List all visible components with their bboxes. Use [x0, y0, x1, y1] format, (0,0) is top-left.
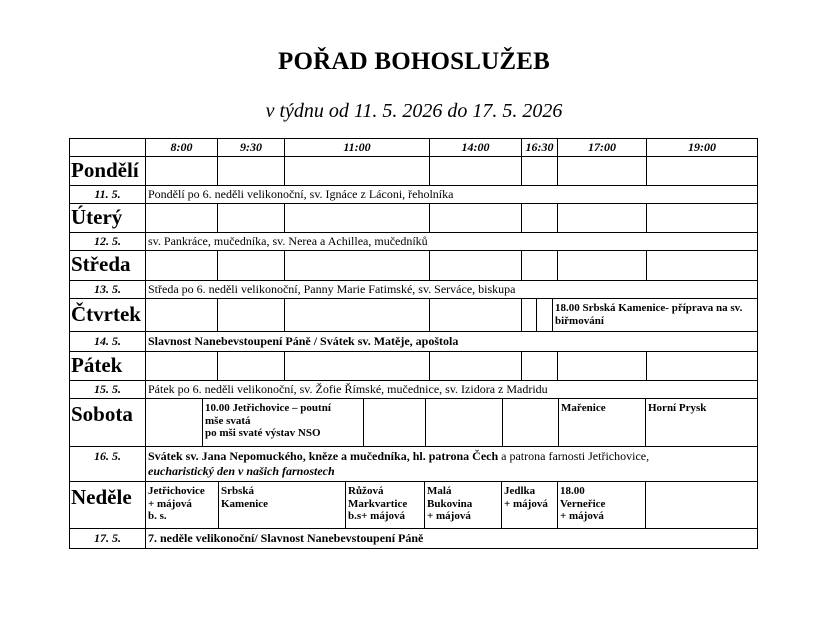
slot: [425, 398, 503, 447]
slot: [145, 156, 218, 186]
slot: [521, 156, 558, 186]
slot: [284, 351, 430, 381]
slot: [363, 398, 426, 447]
date-monday: 11. 5.: [69, 185, 146, 204]
event-sunday-vernerice: 18.00 Verneřice + májová: [557, 481, 646, 529]
time-header-0800: 8:00: [145, 138, 218, 157]
slot: [646, 250, 758, 281]
slot: [429, 298, 522, 332]
slot: [217, 298, 285, 332]
slot: [217, 250, 285, 281]
event-saturday-horni-prysk: Horní Prysk: [645, 398, 758, 447]
desc-sunday: [145, 528, 758, 549]
desc-saturday-line2: eucharistický den v našich farnostech: [148, 464, 335, 478]
slot: [217, 156, 285, 186]
page-subtitle: v týdnu od 11. 5. 2026 do 17. 5. 2026: [265, 100, 563, 122]
slot: [145, 203, 218, 233]
day-monday: Pondělí: [69, 156, 146, 186]
slot: [536, 298, 553, 332]
slot: [646, 203, 758, 233]
event-sunday-jetrichovice: Jetřichovice + májová b. s.: [145, 481, 219, 529]
time-header-1100: 11:00: [284, 138, 430, 157]
desc-sunday-text: 7. neděle velikonoční/ Slavnost Nanebevstoupení Páně: [148, 531, 424, 545]
date-friday: 15. 5.: [69, 380, 146, 399]
date-thursday: 14. 5.: [69, 331, 146, 352]
slot: [284, 156, 430, 186]
slot: [145, 298, 218, 332]
desc-tuesday: sv. Pankráce, mučedníka, sv. Nerea a Achillea, mučedníků: [145, 232, 758, 251]
date-sunday: 17. 5.: [69, 528, 146, 549]
desc-monday: Pondělí po 6. neděli velikonoční, sv. Ignáce z Láconi, řeholníka: [145, 185, 758, 204]
slot: [521, 351, 558, 381]
slot: [521, 250, 558, 281]
page-title: POŘAD BOHOSLUŽEB: [278, 48, 550, 75]
slot: [557, 203, 647, 233]
time-header-0930: 9:30: [217, 138, 285, 157]
slot: [557, 156, 647, 186]
desc-friday: Pátek po 6. neděli velikonoční, sv. Žofie Římské, mučednice, sv. Izidora z Madridu: [145, 380, 758, 399]
header-corner: [69, 138, 146, 157]
slot: [645, 481, 758, 529]
slot: [502, 398, 559, 447]
desc-saturday-bold: Svátek sv. Jana Nepomuckého, kněze a mučedníka, hl. patrona Čech: [148, 449, 499, 463]
time-header-1900: 19:00: [646, 138, 758, 157]
slot: [217, 351, 285, 381]
slot: [646, 156, 758, 186]
desc-thursday-text: Slavnost Nanebevstoupení Páně / Svátek sv. Matěje, apoštola: [148, 334, 459, 348]
slot: [429, 351, 522, 381]
slot: [145, 351, 218, 381]
event-sunday-srbska-kamenice: Srbská Kamenice: [218, 481, 346, 529]
slot: [646, 351, 758, 381]
day-friday: Pátek: [69, 351, 146, 381]
time-header-1700: 17:00: [557, 138, 647, 157]
slot: [145, 250, 218, 281]
slot: [429, 203, 522, 233]
event-sunday-mala-bukovina: Malá Bukovina + májová: [424, 481, 502, 529]
event-saturday-1000: 10.00 Jetřichovice – poutní mše svatá po mši svaté výstav NSO: [202, 398, 364, 447]
day-saturday: Sobota: [69, 398, 146, 447]
day-tuesday: Úterý: [69, 203, 146, 233]
day-sunday: Neděle: [69, 481, 146, 529]
slot: [429, 156, 522, 186]
event-thursday: 18.00 Srbská Kamenice- příprava na sv. biřmování: [552, 298, 758, 332]
desc-wednesday: Středa po 6. neděli velikonoční, Panny Marie Fatimské, sv. Serváce, biskupa: [145, 280, 758, 299]
slot: [557, 250, 647, 281]
date-tuesday: 12. 5.: [69, 232, 146, 251]
event-sunday-ruzova: Růžová Markvartice b.s+ májová: [345, 481, 425, 529]
time-header-1630: 16:30: [521, 138, 558, 157]
day-wednesday: Středa: [69, 250, 146, 281]
slot: [217, 203, 285, 233]
day-thursday: Čtvrtek: [69, 298, 146, 332]
slot: [284, 203, 430, 233]
desc-thursday: [145, 331, 758, 352]
slot: [284, 250, 430, 281]
event-saturday-marenice: Mařenice: [558, 398, 646, 447]
slot: [521, 203, 558, 233]
slot: [521, 298, 537, 332]
desc-saturday-rest: a patrona farnosti Jetřichovice,: [498, 449, 650, 463]
time-header-1400: 14:00: [429, 138, 522, 157]
slot: [429, 250, 522, 281]
desc-saturday: [145, 446, 758, 482]
date-saturday: 16. 5.: [69, 446, 146, 482]
slot: [284, 298, 430, 332]
event-sunday-jedlka: Jedlka + májová: [501, 481, 558, 529]
slot: [557, 351, 647, 381]
slot: [145, 398, 203, 447]
date-wednesday: 13. 5.: [69, 280, 146, 299]
